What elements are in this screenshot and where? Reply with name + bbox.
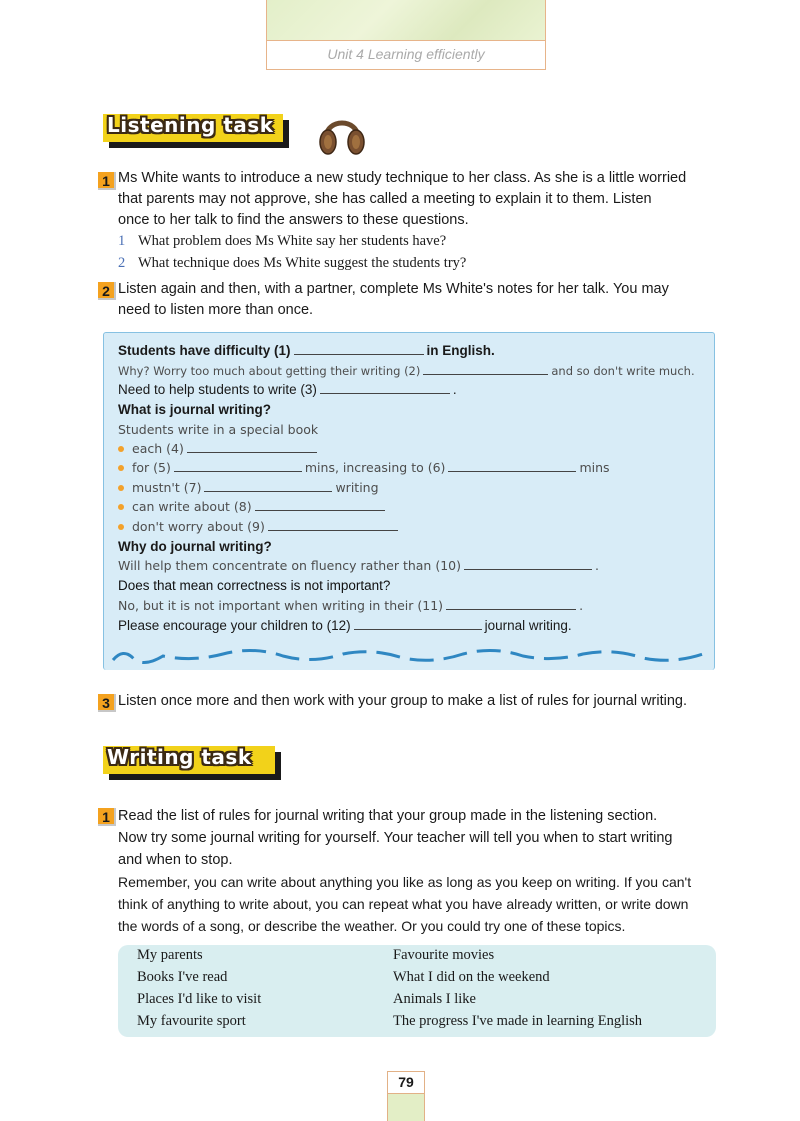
blank-10[interactable]	[464, 558, 592, 570]
note-text: mins	[579, 460, 610, 475]
blank-4[interactable]	[187, 441, 317, 453]
topic-item: Books I've read	[137, 969, 228, 985]
text-line: the words of a song, or describe the weather. Or you could try one of these topics.	[118, 918, 626, 934]
bullet-dot	[118, 504, 124, 510]
note-line-10	[118, 558, 599, 573]
text-line: that parents may not approve, she has called a meeting to explain it to them. Listen	[118, 191, 652, 207]
note-text: Will help them concentrate on fluency rather than (10)	[118, 558, 461, 573]
page-number: 79	[388, 1072, 424, 1094]
blank-12[interactable]	[354, 618, 482, 630]
blank-8[interactable]	[255, 499, 385, 511]
listening-task-title: Listening task	[107, 113, 274, 137]
listening-task1-instructions	[118, 168, 718, 231]
blank-9[interactable]	[268, 519, 398, 531]
note-line-2	[118, 363, 695, 378]
writing-task-banner	[103, 746, 275, 780]
note-text: in English.	[426, 343, 495, 358]
note-line-12	[118, 618, 572, 633]
writing-task1-instructions	[118, 805, 723, 937]
page-number-tab	[387, 1071, 425, 1121]
listening-task2-instructions	[118, 279, 718, 321]
blank-3[interactable]	[320, 382, 450, 394]
note-text: Students have difficulty (1)	[118, 343, 291, 358]
text-line: think of anything to write about, you can repeat what you have already written, or write down	[118, 896, 689, 912]
bullet-dot	[118, 524, 124, 530]
topic-item: Favourite movies	[393, 947, 495, 963]
blank-7[interactable]	[204, 480, 332, 492]
note-text: .	[579, 598, 584, 613]
note-line-3	[118, 382, 457, 397]
note-text: mins, increasing to (6)	[304, 460, 446, 475]
note-text: Need to help students to write (3)	[118, 382, 317, 397]
blank-1[interactable]	[294, 343, 424, 355]
unit-title: Unit 4 Learning efficiently	[267, 40, 545, 68]
note-text: Please encourage your children to (12)	[118, 618, 351, 633]
note-text: and so don't write much.	[551, 364, 695, 378]
note-heading-journal: What is journal writing?	[118, 402, 271, 417]
task-number-3: 3	[98, 694, 116, 712]
blank-5[interactable]	[174, 460, 302, 472]
note-text: .	[595, 558, 599, 573]
topic-item: Places I'd like to visit	[137, 991, 262, 1007]
note-heading-correctness: Does that mean correctness is not important?	[118, 578, 391, 593]
topic-item: The progress I've made in learning English	[393, 1013, 643, 1029]
note-heading-why: Why do journal writing?	[118, 539, 272, 554]
note-text: .	[452, 382, 457, 397]
note-text: journal writing.	[484, 618, 572, 633]
page-tab-fill	[388, 1094, 424, 1121]
note-line-5: Students write in a special book	[118, 422, 319, 437]
text-line: Remember, you can write about anything you like as long as you keep on writing. If you can't	[118, 874, 692, 890]
bullet-dot	[118, 465, 124, 471]
header-texture	[267, 0, 545, 40]
text-line: Ms White wants to introduce a new study technique to her class. As she is a little worried	[118, 170, 687, 186]
note-line-1	[118, 343, 495, 358]
topic-item: My favourite sport	[137, 1013, 246, 1029]
note-text: each (4)	[132, 441, 184, 456]
blank-11[interactable]	[446, 598, 576, 610]
question-1	[118, 231, 446, 251]
note-text: writing	[335, 480, 379, 495]
task-number-1: 1	[98, 172, 116, 190]
note-bullet-8	[118, 499, 388, 514]
note-text: Why? Worry too much about getting their writing (2)	[118, 364, 421, 378]
writing-task-number-1: 1	[98, 808, 116, 826]
headphones-icon	[318, 108, 366, 158]
bullet-dot	[118, 485, 124, 491]
listening-task-banner	[103, 114, 283, 148]
text-line: and when to stop.	[118, 852, 233, 868]
bullet-dot	[118, 446, 124, 452]
text-line: Read the list of rules for journal writing that your group made in the listening section.	[118, 808, 658, 824]
question-number: 2	[118, 255, 126, 271]
question-text: What problem does Ms White say her students have?	[138, 233, 447, 249]
note-text: don't worry about (9)	[132, 519, 265, 534]
task-number-2: 2	[98, 282, 116, 300]
topic-item: My parents	[137, 947, 203, 963]
topic-item: What I did on the weekend	[393, 969, 550, 985]
note-text: for (5)	[132, 460, 171, 475]
text-line: once to her talk to find the answers to these questions.	[118, 212, 469, 228]
note-bullet-9	[118, 519, 401, 534]
question-text: What technique does Ms White suggest the students try?	[138, 255, 467, 271]
listening-task3-instructions: Listen once more and then work with your group to make a list of rules for journal writing.	[118, 693, 687, 709]
text-line: Listen again and then, with a partner, complete Ms White's notes for her talk. You may	[118, 281, 669, 297]
note-bullet-7	[118, 480, 379, 495]
torn-edge-decoration	[103, 640, 715, 670]
note-text: mustn't (7)	[132, 480, 202, 495]
text-line: Now try some journal writing for yourself. Your teacher will tell you when to start writing	[118, 830, 673, 846]
blank-2[interactable]	[423, 363, 548, 375]
note-bullet-4	[118, 441, 320, 456]
writing-task-title: Writing task	[107, 745, 252, 769]
note-bullet-5-6	[118, 460, 610, 475]
question-2	[118, 253, 466, 273]
note-text: No, but it is not important when writing in their (11)	[118, 598, 444, 613]
unit-header	[266, 0, 546, 70]
blank-6[interactable]	[448, 460, 576, 472]
text-line: need to listen more than once.	[118, 302, 314, 318]
topic-item: Animals I like	[393, 991, 476, 1007]
question-number: 1	[118, 233, 126, 249]
note-text: can write about (8)	[132, 499, 252, 514]
note-line-11	[118, 598, 583, 613]
